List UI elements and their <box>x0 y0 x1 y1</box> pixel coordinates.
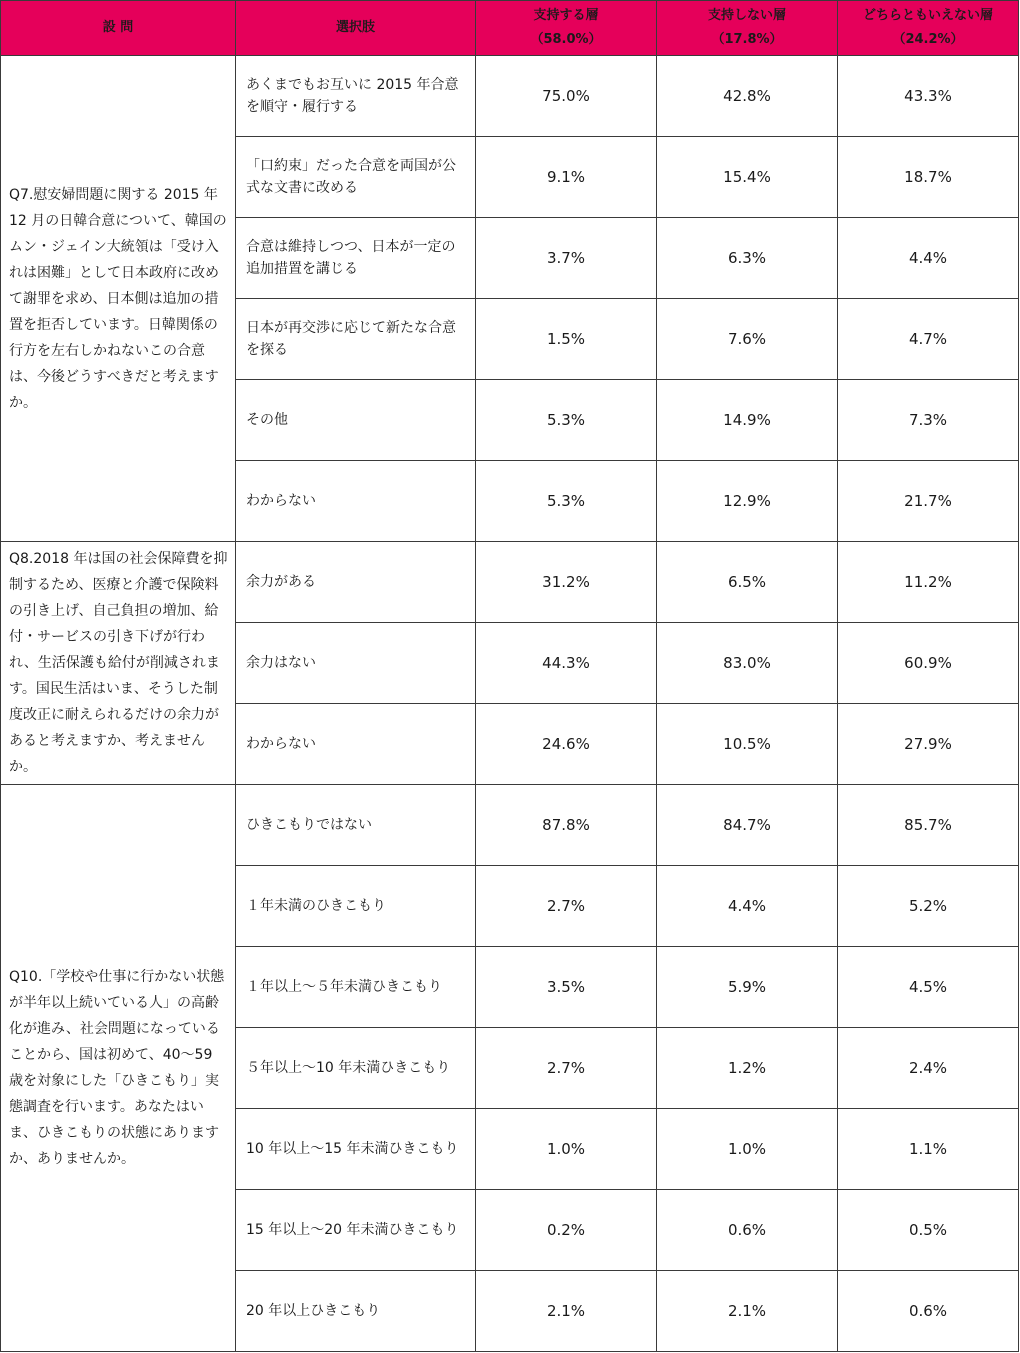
percentage-cell: 2.1% <box>657 1271 838 1352</box>
percentage-cell: 85.7% <box>838 785 1019 866</box>
option-label: 15 年以上～20 年未満ひきこもり <box>236 1190 476 1271</box>
header-question: 設 問 <box>1 1 236 56</box>
option-label: １年未満のひきこもり <box>236 866 476 947</box>
table-header <box>1 1 1019 56</box>
table-row <box>1 542 1019 623</box>
percentage-cell: 4.7% <box>838 299 1019 380</box>
percentage-cell: 10.5% <box>657 704 838 785</box>
percentage-cell: 4.4% <box>838 218 1019 299</box>
percentage-cell: 27.9% <box>838 704 1019 785</box>
percentage-cell: 60.9% <box>838 623 1019 704</box>
option-label: わからない <box>236 704 476 785</box>
percentage-cell: 12.9% <box>657 461 838 542</box>
percentage-cell: 5.9% <box>657 947 838 1028</box>
percentage-cell: 31.2% <box>476 542 657 623</box>
header-option: 選択肢 <box>236 1 476 56</box>
option-label: ５年以上～10 年未満ひきこもり <box>236 1028 476 1109</box>
percentage-cell: 4.5% <box>838 947 1019 1028</box>
option-label: 日本が再交渉に応じて新たな合意を探る <box>236 299 476 380</box>
percentage-cell: 2.4% <box>838 1028 1019 1109</box>
table-row <box>1 56 1019 137</box>
option-label: 「口約束」だった合意を両国が公式な文書に改める <box>236 137 476 218</box>
percentage-cell: 24.6% <box>476 704 657 785</box>
percentage-cell: 5.3% <box>476 380 657 461</box>
percentage-cell: 83.0% <box>657 623 838 704</box>
option-label: 余力がある <box>236 542 476 623</box>
option-label: １年以上～５年未満ひきこもり <box>236 947 476 1028</box>
percentage-cell: 3.7% <box>476 218 657 299</box>
header-group-neither <box>838 1 1019 56</box>
percentage-cell: 0.5% <box>838 1190 1019 1271</box>
percentage-cell: 75.0% <box>476 56 657 137</box>
percentage-cell: 44.3% <box>476 623 657 704</box>
percentage-cell: 3.5% <box>476 947 657 1028</box>
option-label: わからない <box>236 461 476 542</box>
percentage-cell: 6.3% <box>657 218 838 299</box>
header-group-share: （17.8%） <box>711 32 783 47</box>
percentage-cell: 6.5% <box>657 542 838 623</box>
question-text: Q8.2018 年は国の社会保障費を抑制するため、医療と介護で保険料の引き上げ、自己負担の増加、給付・サービスの引き下げが行われ、生活保護も給付が削減されます。国民生活はいま、そうした制度改正に耐えられるだけの余力があると考えますか、考えませんか。 <box>1 542 236 785</box>
header-group-label: どちらともいえない層 <box>862 8 993 23</box>
percentage-cell: 1.5% <box>476 299 657 380</box>
percentage-cell: 1.1% <box>838 1109 1019 1190</box>
percentage-cell: 2.7% <box>476 866 657 947</box>
option-label: 20 年以上ひきこもり <box>236 1271 476 1352</box>
option-label: 10 年以上～15 年未満ひきこもり <box>236 1109 476 1190</box>
header-group-share: （24.2%） <box>892 32 964 47</box>
percentage-cell: 0.6% <box>657 1190 838 1271</box>
percentage-cell: 21.7% <box>838 461 1019 542</box>
question-text: Q7.慰安婦問題に関する 2015 年 12 月の日韓合意について、韓国のムン・ジェイン大統領は「受け入れは困難」として日本政府に改めて謝罪を求め、日本側は追加の措置を拒否しています。日韓関係の行方を左右しかねないこの合意は、今後どうすべきだと考えますか。 <box>1 56 236 542</box>
percentage-cell: 1.2% <box>657 1028 838 1109</box>
header-group-share: （58.0%） <box>530 32 602 47</box>
percentage-cell: 0.2% <box>476 1190 657 1271</box>
percentage-cell: 0.6% <box>838 1271 1019 1352</box>
percentage-cell: 5.3% <box>476 461 657 542</box>
percentage-cell: 7.6% <box>657 299 838 380</box>
percentage-cell: 15.4% <box>657 137 838 218</box>
option-label: あくまでもお互いに 2015 年合意を順守・履行する <box>236 56 476 137</box>
option-label: その他 <box>236 380 476 461</box>
percentage-cell: 84.7% <box>657 785 838 866</box>
percentage-cell: 2.7% <box>476 1028 657 1109</box>
percentage-cell: 5.2% <box>838 866 1019 947</box>
option-label: 合意は維持しつつ、日本が一定の追加措置を講じる <box>236 218 476 299</box>
percentage-cell: 11.2% <box>838 542 1019 623</box>
option-label: 余力はない <box>236 623 476 704</box>
header-group-supporters <box>476 1 657 56</box>
percentage-cell: 7.3% <box>838 380 1019 461</box>
percentage-cell: 42.8% <box>657 56 838 137</box>
header-group-label: 支持しない層 <box>707 8 786 23</box>
percentage-cell: 14.9% <box>657 380 838 461</box>
header-group-label: 支持する層 <box>533 8 599 23</box>
percentage-cell: 4.4% <box>657 866 838 947</box>
percentage-cell: 87.8% <box>476 785 657 866</box>
percentage-cell: 43.3% <box>838 56 1019 137</box>
percentage-cell: 18.7% <box>838 137 1019 218</box>
header-group-non-supporters <box>657 1 838 56</box>
question-text: Q10.「学校や仕事に行かない状態が半年以上続いている人」の高齢化が進み、社会問題になっていることから、国は初めて、40～59 歳を対象にした「ひきこもり」実態調査を行います。あなたはいま、ひきこもりの状態にありますか、ありませんか。 <box>1 785 236 1352</box>
option-label: ひきこもりではない <box>236 785 476 866</box>
percentage-cell: 1.0% <box>476 1109 657 1190</box>
percentage-cell: 1.0% <box>657 1109 838 1190</box>
percentage-cell: 2.1% <box>476 1271 657 1352</box>
table-row <box>1 785 1019 866</box>
header-row <box>1 1 1019 56</box>
percentage-cell: 9.1% <box>476 137 657 218</box>
table-body <box>1 56 1019 1352</box>
